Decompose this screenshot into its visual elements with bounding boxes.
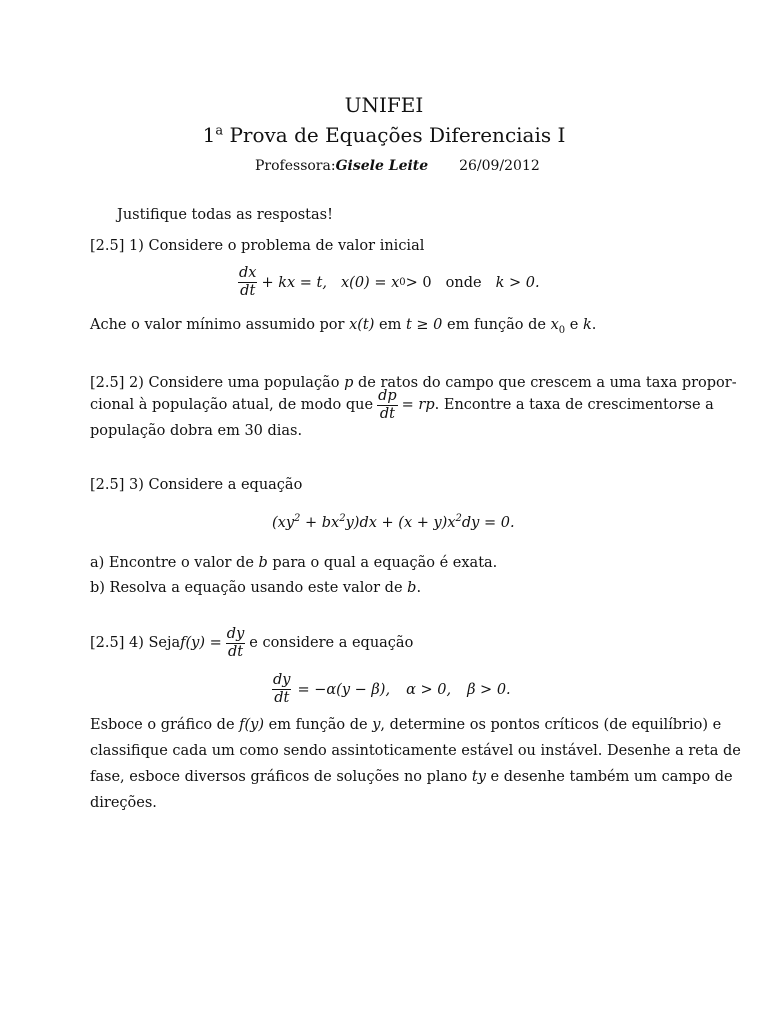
q1-question: Ache o valor mínimo assumido por x(t) em t ≥ 0 em função de $x_0$ e k. (90, 317, 597, 336)
q2-line1: [2.5] 2) Considere uma população p de ratos do campo que crescem a uma taxa propor- (90, 375, 737, 391)
exam-title-text: Prova de Equações Diferenciais I (223, 123, 566, 147)
q4-para-line3: fase, esboce diversos gráficos de soluções no plano ty e desenhe também um campo de (90, 769, 733, 785)
professor-name: Gisele Leite (335, 158, 429, 174)
q4-para-line2: classifique cada um como sendo assintoticamente estável ou instável. Desenhe a reta de (90, 743, 741, 759)
instruction-text: Justifique todas as respostas! (117, 207, 333, 223)
institution-title (0, 93, 768, 117)
q4-fy-derivative: $\frac{dy}{dt}$ (226, 626, 245, 660)
q4-intro: [2.5] 4) Seja f(y) = $\frac{dy}{dt}$ e considere a equação (90, 626, 414, 660)
q3-part-b: b) Resolva a equação usando este valor de b. (90, 580, 422, 596)
q3-part-a: a) Encontre o valor de b para o qual a equação é exata. (90, 555, 498, 571)
q4-para-line4: direções. (90, 795, 157, 811)
q1-intro: [2.5] 1) Considere o problema de valor inicial (90, 238, 425, 254)
q2-line2: cional à população atual, de modo que $\frac{dp}{dt}$ = rp . Encontre a taxa de crescimento r se a (90, 388, 714, 422)
exam-title-ordinal: a (215, 123, 224, 139)
q3-intro: [2.5] 3) Considere a equação (90, 477, 303, 493)
q2-line3: população dobra em 30 dias. (90, 423, 303, 439)
q1-equation: $\frac{dx}{dt}$ + kx = t, x(0) = x 0 > 0 onde k > 0. (239, 265, 540, 299)
exam-date: 26/09/2012 (459, 158, 540, 174)
institution-text: UNIFEI (344, 93, 424, 117)
professor-label: Professora: (255, 158, 336, 174)
exam-title-number: 1 (202, 123, 216, 147)
q3-equation: $(xy^2 + bx^2y)dx + (x + y)x^2dy = 0$. (272, 513, 515, 531)
q1-derivative: $\frac{dx}{dt}$ (239, 265, 257, 299)
q4-derivative: $\frac{dy}{dt}$ (273, 672, 291, 706)
professor-line (255, 158, 540, 174)
q2-derivative: $\frac{dp}{dt}$ (378, 388, 397, 422)
exam-title (0, 123, 768, 147)
q4-equation: $\frac{dy}{dt}$ = −α(y − β), α > 0, β > 0. (273, 672, 511, 706)
q4-para-line1: Esboce o gráfico de f(y) em função de y, determine os pontos críticos (de equilíbrio) e (90, 717, 722, 733)
